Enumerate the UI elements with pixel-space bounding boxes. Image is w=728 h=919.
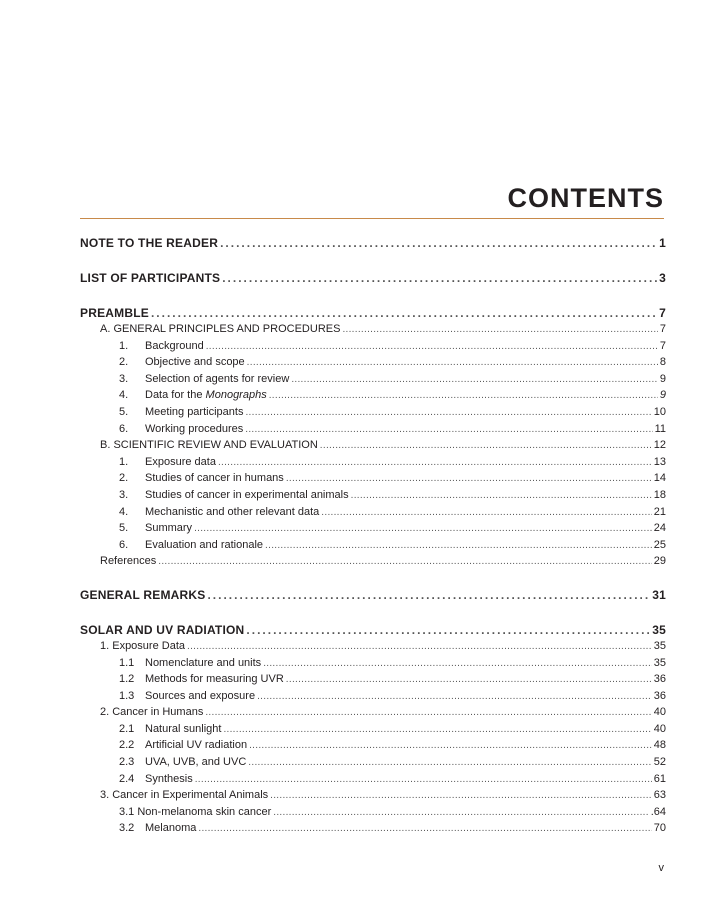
toc-entry-humans-2-4[interactable]: 2.4 Synthesis ..... 61 <box>80 771 666 788</box>
toc-entry-preamble-a-5[interactable]: 5. Meeting participants ..... 10 <box>80 404 666 421</box>
toc-entry-animals-3-1[interactable]: 3.1 Non-melanoma skin cancer ..... .64 <box>80 804 666 821</box>
table-of-contents <box>80 236 666 837</box>
toc-entry-exposure-1-2[interactable]: 1.2 Methods for measuring UVR ..... 36 <box>80 671 666 688</box>
toc-entry-preamble-a-6[interactable]: 6. Working procedures ..... 11 <box>80 421 666 438</box>
toc-entry-preamble-a-3[interactable]: 3. Selection of agents for review ..... 9 <box>80 371 666 388</box>
toc-entry-humans-2-3[interactable]: 2.3 UVA, UVB, and UVC ..... 52 <box>80 754 666 771</box>
title-rule <box>80 218 664 219</box>
toc-entry-general-remarks[interactable]: GENERAL REMARKS ..... 31 <box>80 588 666 603</box>
toc-entry-exposure-data[interactable]: 1. Exposure Data ..... 35 <box>80 638 666 655</box>
toc-entry-exposure-1-3[interactable]: 1.3 Sources and exposure ..... 36 <box>80 688 666 705</box>
toc-entry-humans-2-2[interactable]: 2.2 Artificial UV radiation ..... 48 <box>80 737 666 754</box>
toc-entry-preamble-b-2[interactable]: 2. Studies of cancer in humans ..... 14 <box>80 470 666 487</box>
toc-entry-cancer-in-animals[interactable]: 3. Cancer in Experimental Animals ..... 63 <box>80 787 666 804</box>
toc-entry-preamble-b[interactable]: B. SCIENTIFIC REVIEW AND EVALUATION ..... 12 <box>80 437 666 454</box>
toc-entry-preamble-b-5[interactable]: 5. Summary ..... 24 <box>80 520 666 537</box>
toc-entry-preamble-b-6[interactable]: 6. Evaluation and rationale ..... 25 <box>80 537 666 554</box>
toc-entry-preamble-b-1[interactable]: 1. Exposure data ..... 13 <box>80 454 666 471</box>
toc-entry-preamble-b-4[interactable]: 4. Mechanistic and other relevant data ..... 21 <box>80 504 666 521</box>
toc-entry-humans-2-1[interactable]: 2.1 Natural sunlight ..... 40 <box>80 721 666 738</box>
toc-entry-note[interactable]: NOTE TO THE READER ..... 1 <box>80 236 666 251</box>
toc-entry-animals-3-2[interactable]: 3.2 Melanoma ..... 70 <box>80 820 666 837</box>
toc-entry-cancer-in-humans[interactable]: 2. Cancer in Humans ..... 40 <box>80 704 666 721</box>
toc-entry-solar-uv[interactable]: SOLAR AND UV RADIATION ..... 35 <box>80 623 666 638</box>
toc-entry-preamble-a[interactable]: A. GENERAL PRINCIPLES AND PROCEDURES ..... 7 <box>80 321 666 338</box>
page-number: v <box>658 862 664 874</box>
toc-entry-preamble-a-2[interactable]: 2. Objective and scope ..... 8 <box>80 354 666 371</box>
toc-entry-preamble-a-1[interactable]: 1. Background ..... 7 <box>80 338 666 355</box>
toc-entry-preamble[interactable]: PREAMBLE ..... 7 <box>80 306 666 321</box>
toc-entry-exposure-1-1[interactable]: 1.1 Nomenclature and units ..... 35 <box>80 655 666 672</box>
page-title: CONTENTS <box>507 183 664 213</box>
toc-entry-references[interactable]: References ..... 29 <box>80 553 666 570</box>
toc-entry-participants[interactable]: LIST OF PARTICIPANTS ..... 3 <box>80 271 666 286</box>
toc-entry-preamble-b-3[interactable]: 3. Studies of cancer in experimental animals ..... 18 <box>80 487 666 504</box>
toc-entry-preamble-a-4[interactable]: 4. Data for the Monographs ..... 9 <box>80 387 666 404</box>
